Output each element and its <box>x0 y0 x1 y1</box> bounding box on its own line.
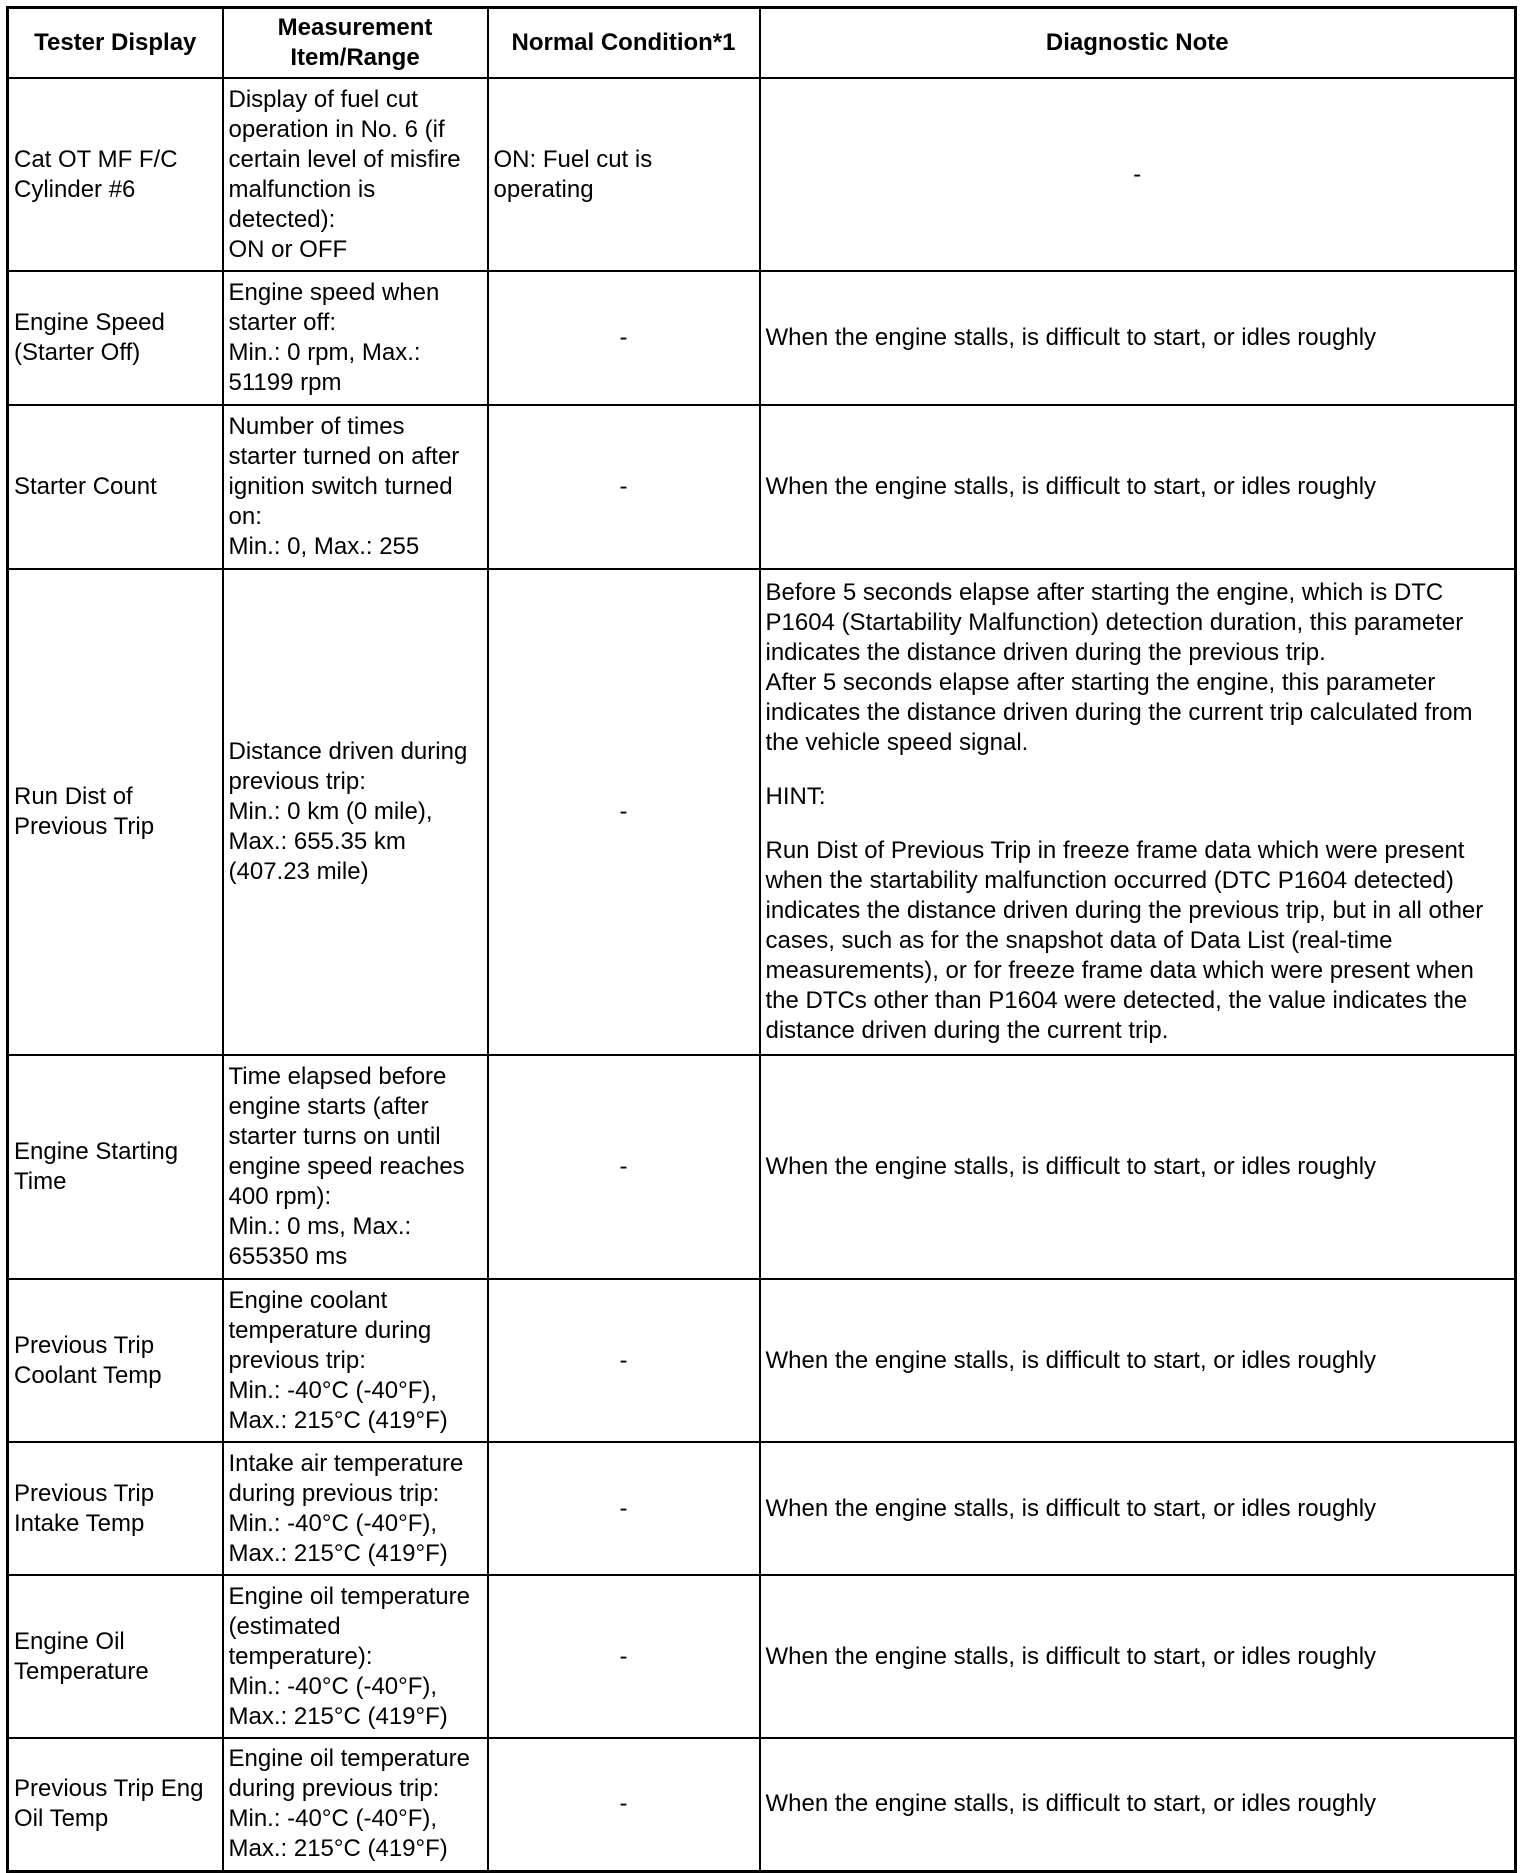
normal-condition-cell <box>488 1279 760 1442</box>
text-line: Min.: 0 km (0 mile), <box>228 798 433 825</box>
text-line: Engine Speed <box>14 309 165 336</box>
text-line: operation in No. 6 (if <box>228 115 445 143</box>
text-line: - <box>619 1153 628 1180</box>
text-line: during previous trip: <box>228 1479 440 1507</box>
text-line: Engine oil temperature <box>228 1745 470 1773</box>
text-line: Previous Trip <box>14 1479 155 1507</box>
text-line: Previous Trip <box>14 1331 155 1359</box>
normal-condition-cell <box>488 1738 760 1871</box>
text-line: Starter Count <box>14 473 157 500</box>
tester-display-cell <box>8 1575 223 1738</box>
text-line: Max.: 215°C (419°F) <box>228 1835 448 1863</box>
text-line: When the engine stalls, is difficult to start, or idles roughly <box>765 1153 1377 1180</box>
text-line: ON or OFF <box>228 235 348 263</box>
measurement-cell <box>223 1442 488 1575</box>
text-line: Distance driven during <box>228 738 468 765</box>
text-line: Intake Temp <box>14 1509 145 1537</box>
text-line: temperature): <box>228 1642 373 1670</box>
header-measurement-line: Item/Range <box>290 44 420 71</box>
text-line: Intake air temperature <box>228 1449 464 1477</box>
table-row <box>8 271 1516 405</box>
text-line: during previous trip: <box>228 1775 440 1803</box>
tester-display-cell <box>8 1442 223 1575</box>
text-line: When the engine stalls, is difficult to start, or idles roughly <box>765 324 1377 351</box>
diagnostic-note-cell <box>760 1055 1516 1279</box>
text-line: Min.: 0 ms, Max.: <box>228 1213 412 1240</box>
text-line: When the engine stalls, is difficult to start, or idles roughly <box>765 1642 1377 1670</box>
normal-condition-cell <box>488 405 760 569</box>
normal-condition-cell <box>488 1442 760 1575</box>
tester-display-cell <box>8 405 223 569</box>
text-line: Min.: -40°C (-40°F), <box>228 1376 438 1404</box>
measurement-cell <box>223 1055 488 1279</box>
table-row <box>8 1575 1516 1738</box>
text-line: - <box>619 1346 628 1374</box>
text-line: - <box>1133 160 1142 188</box>
text-line: Run Dist of <box>14 783 133 810</box>
diagnostic-note-cell <box>760 1279 1516 1442</box>
table-row <box>8 1055 1516 1279</box>
text-line: Coolant Temp <box>14 1361 162 1389</box>
text-line: Cylinder #6 <box>14 175 136 203</box>
text-line: ignition switch turned <box>228 473 453 500</box>
header-tester-display: Tester Display <box>8 8 223 79</box>
text-line: starter turned on after <box>228 443 460 470</box>
text-line: Max.: 215°C (419°F) <box>228 1406 448 1434</box>
text-line: Previous Trip Eng <box>14 1775 204 1803</box>
normal-condition-cell <box>488 1055 760 1279</box>
text-line: Min.: 0 rpm, Max.: <box>228 339 421 366</box>
text-line: Max.: 215°C (419°F) <box>228 1539 448 1567</box>
tester-display-cell <box>8 1055 223 1279</box>
text-line: on: <box>228 503 262 530</box>
text-line: certain level of misfire <box>228 145 461 173</box>
text-line: Number of times <box>228 413 405 440</box>
normal-condition-cell <box>488 1575 760 1738</box>
header-diagnostic-note: Diagnostic Note <box>760 8 1516 79</box>
table-row <box>8 1442 1516 1575</box>
diagnostic-note-cell <box>760 405 1516 569</box>
text-line: 51199 rpm <box>228 369 342 396</box>
text-line: operating <box>493 175 594 203</box>
text-line: previous trip: <box>228 768 366 795</box>
text-line: Min.: -40°C (-40°F), <box>228 1805 438 1833</box>
text-line: Cat OT MF F/C <box>14 145 178 173</box>
text-line: (407.23 mile) <box>228 858 369 885</box>
text-line: starter off: <box>228 309 337 336</box>
text-line: Min.: -40°C (-40°F), <box>228 1672 438 1700</box>
tester-display-cell <box>8 78 223 271</box>
text-line: - <box>619 798 628 825</box>
normal-condition-cell <box>488 271 760 405</box>
text-line: - <box>619 1642 628 1670</box>
note-paragraph: Before 5 seconds elapse after starting the engine, which is DTC P1604 (Startability Malfunction) detection duration, this parameter indicates the distance driven during the previous trip. <box>765 579 1464 666</box>
tester-display-cell <box>8 271 223 405</box>
text-line: Engine Oil <box>14 1627 125 1655</box>
measurement-cell <box>223 405 488 569</box>
text-line: previous trip: <box>228 1346 366 1374</box>
table-row <box>8 569 1516 1055</box>
diagnostic-note-cell <box>760 1738 1516 1871</box>
header-measurement-line: Measurement <box>277 14 433 41</box>
text-line: Oil Temp <box>14 1805 109 1833</box>
normal-condition-cell <box>488 569 760 1055</box>
measurement-cell <box>223 1738 488 1871</box>
measurement-cell <box>223 1575 488 1738</box>
hint-label: HINT: <box>765 783 826 810</box>
text-line: Engine coolant <box>228 1286 388 1314</box>
measurement-cell <box>223 1279 488 1442</box>
text-line: Engine oil temperature <box>228 1582 470 1610</box>
table-row <box>8 405 1516 569</box>
text-line: When the engine stalls, is difficult to start, or idles roughly <box>765 1494 1377 1522</box>
text-line: - <box>619 1494 628 1522</box>
text-line: Time elapsed before <box>228 1063 447 1090</box>
text-line: When the engine stalls, is difficult to start, or idles roughly <box>765 473 1377 500</box>
text-line: engine starts (after <box>228 1093 429 1120</box>
text-line: starter turns on until <box>228 1123 441 1150</box>
text-line: Max.: 655.35 km <box>228 828 406 855</box>
diagnostic-note-cell <box>760 1442 1516 1575</box>
text-line: Max.: 215°C (419°F) <box>228 1702 448 1730</box>
text-line: Min.: -40°C (-40°F), <box>228 1509 438 1537</box>
text-line: - <box>619 1790 628 1818</box>
measurement-cell <box>223 569 488 1055</box>
note-paragraph: Run Dist of Previous Trip in freeze frame data which were present when the startability malfunction occurred (DTC P1604 detected) indicates the distance driven during the previous trip, but in all other cases, such as for the snapshot data of Data List (real-time measurements), or for freeze frame data which were present when the DTCs other than P1604 were detected, the value indicates the distance driven during the current trip. <box>765 837 1484 1044</box>
diagnostic-note-cell <box>760 569 1516 1055</box>
text-line: Display of fuel cut <box>228 85 418 113</box>
text-line: malfunction is <box>228 175 376 203</box>
diagnostic-note-cell <box>760 271 1516 405</box>
table-row <box>8 1279 1516 1442</box>
diagnostic-data-table <box>6 6 1517 1873</box>
measurement-cell <box>223 78 488 271</box>
text-line: detected): <box>228 205 336 233</box>
tester-display-cell <box>8 569 223 1055</box>
diagnostic-note-cell <box>760 1575 1516 1738</box>
text-line: engine speed reaches <box>228 1153 465 1180</box>
text-line: When the engine stalls, is difficult to start, or idles roughly <box>765 1346 1377 1374</box>
text-line: - <box>619 473 628 500</box>
text-line: Engine Starting <box>14 1138 179 1165</box>
text-line: ON: Fuel cut is <box>493 145 653 173</box>
tester-display-cell <box>8 1279 223 1442</box>
text-line: - <box>619 324 628 351</box>
text-line: temperature during <box>228 1316 432 1344</box>
text-line: 400 rpm): <box>228 1183 332 1210</box>
text-line: Time <box>14 1168 67 1195</box>
header-measurement <box>223 8 488 79</box>
measurement-cell <box>223 271 488 405</box>
text-line: Temperature <box>14 1657 149 1685</box>
text-line: Engine speed when <box>228 279 440 306</box>
text-line: (Starter Off) <box>14 339 141 366</box>
text-line: Previous Trip <box>14 813 155 840</box>
text-line: When the engine stalls, is difficult to start, or idles roughly <box>765 1790 1377 1818</box>
text-line: Min.: 0, Max.: 255 <box>228 533 420 560</box>
table-row <box>8 78 1516 271</box>
diagnostic-note-cell <box>760 78 1516 271</box>
table-row <box>8 1738 1516 1871</box>
tester-display-cell <box>8 1738 223 1871</box>
header-normal-condition: Normal Condition*1 <box>488 8 760 79</box>
text-line: 655350 ms <box>228 1243 348 1270</box>
note-paragraph: After 5 seconds elapse after starting the engine, this parameter indicates the distance driven during the current trip calculated from the vehicle speed signal. <box>765 669 1473 756</box>
table-header-row <box>8 8 1516 79</box>
normal-condition-cell <box>488 78 760 271</box>
text-line: (estimated <box>228 1612 341 1640</box>
